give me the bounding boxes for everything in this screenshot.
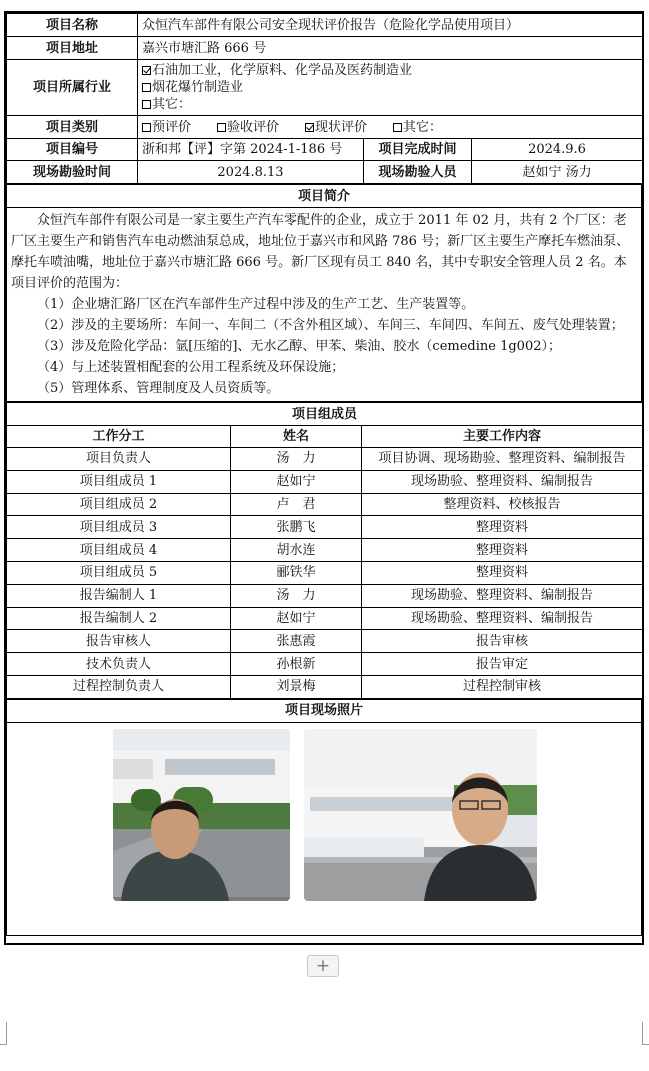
team-member-name: 胡水连 [231, 539, 362, 562]
team-row [7, 470, 643, 493]
team-work-content: 现场勘验、整理资料、编制报告 [362, 584, 643, 607]
team-row [7, 448, 643, 471]
category-option[interactable]: 其它： [393, 120, 442, 135]
checkbox-icon [142, 83, 151, 92]
completion-time-value: 2024.9.6 [472, 139, 643, 161]
team-role: 项目组成员 2 [7, 493, 231, 516]
team-row [7, 675, 643, 698]
intro-content [7, 208, 642, 402]
team-row [7, 516, 643, 539]
survey-time-label: 现场勘验时间 [7, 161, 138, 184]
scope-item: （2）涉及的主要场所：车间一、车间二（不含外租区域）、车间三、车间四、车间五、废气处理装置； [37, 318, 624, 333]
project-address-value: 嘉兴市塘汇路 666 号 [138, 37, 643, 60]
project-address-label: 项目地址 [7, 37, 138, 60]
team-work-content: 项目协调、现场勘验、整理资料、编制报告 [362, 448, 643, 471]
team-role: 报告审核人 [7, 630, 231, 653]
team-role: 项目组成员 5 [7, 561, 231, 584]
team-member-name: 张惠霞 [231, 630, 362, 653]
team-member-name: 赵如宁 [231, 607, 362, 630]
site-photo-2-image [304, 729, 537, 901]
project-number-value: 浙和邦【评】字第 2024-1-186 号 [138, 139, 364, 161]
checkbox-icon [142, 100, 151, 109]
team-row [7, 653, 643, 676]
industry-label: 项目所属行业 [7, 60, 138, 116]
team-member-name: 刘景梅 [231, 675, 362, 698]
team-row [7, 584, 643, 607]
team-role: 项目组成员 4 [7, 539, 231, 562]
team-table [6, 402, 643, 699]
team-work-content: 整理资料 [362, 516, 643, 539]
team-member-name: 孙根新 [231, 653, 362, 676]
team-work-content: 报告审定 [362, 653, 643, 676]
team-member-name: 卢 君 [231, 493, 362, 516]
team-member-name: 赵如宁 [231, 470, 362, 493]
team-header-role: 工作分工 [7, 426, 231, 448]
report-page [4, 11, 644, 945]
checkbox-icon [142, 123, 151, 132]
project-name-label: 项目名称 [7, 14, 138, 37]
photos-table [6, 699, 642, 936]
photos-area [7, 722, 642, 935]
team-row [7, 607, 643, 630]
survey-staff-label: 现场勘验人员 [364, 161, 472, 184]
project-name-value: 众恒汽车部件有限公司安全现状评价报告（危险化学品使用项目） [138, 14, 643, 37]
team-role: 技术负责人 [7, 653, 231, 676]
team-row [7, 630, 643, 653]
intro-table [6, 184, 642, 402]
team-member-name: 张鹏飞 [231, 516, 362, 539]
team-member-name: 汤 力 [231, 584, 362, 607]
industry-option[interactable]: 其它： [142, 96, 638, 113]
site-photo-2 [304, 729, 537, 901]
industry-option[interactable]: 石油加工业，化学原料、化学品及医药制造业 [142, 62, 638, 79]
checkbox-checked-icon [142, 66, 151, 75]
team-member-name: 郦铁华 [231, 561, 362, 584]
team-role: 项目组成员 3 [7, 516, 231, 539]
category-option[interactable]: 现状评价 [305, 120, 367, 135]
team-work-content: 整理资料 [362, 561, 643, 584]
checkbox-icon [217, 123, 226, 132]
team-work-content: 过程控制审核 [362, 675, 643, 698]
survey-time-value: 2024.8.13 [138, 161, 364, 184]
category-option[interactable]: 预评价 [142, 120, 191, 135]
site-photo-1-image [113, 729, 290, 901]
project-number-label: 项目编号 [7, 139, 138, 161]
category-label: 项目类别 [7, 116, 138, 139]
checkbox-checked-icon [305, 123, 314, 132]
scope-item: （5）管理体系、管理制度及人员资质等。 [37, 381, 280, 396]
team-work-content: 整理资料、校核报告 [362, 493, 643, 516]
category-options [138, 116, 643, 139]
team-row [7, 561, 643, 584]
team-work-content: 整理资料 [362, 539, 643, 562]
team-work-content: 现场勘验、整理资料、编制报告 [362, 470, 643, 493]
checkbox-icon [393, 123, 402, 132]
photos-title: 项目现场照片 [7, 699, 642, 722]
team-header-work: 主要工作内容 [362, 426, 643, 448]
team-role: 报告编制人 2 [7, 607, 231, 630]
team-member-name: 汤 力 [231, 448, 362, 471]
team-role: 过程控制负责人 [7, 675, 231, 698]
team-row [7, 539, 643, 562]
team-title: 项目组成员 [7, 403, 643, 426]
add-button[interactable]: + [307, 955, 339, 977]
team-role: 报告编制人 1 [7, 584, 231, 607]
team-work-content: 现场勘验、整理资料、编制报告 [362, 607, 643, 630]
scope-item: （1）企业塘汇路厂区在汽车部件生产过程中涉及的生产工艺、生产装置等。 [37, 297, 475, 312]
industry-options [138, 60, 643, 116]
team-work-content: 报告审核 [362, 630, 643, 653]
scope-item: （3）涉及危险化学品：氩[压缩的]、无水乙醇、甲苯、柴油、胶水（cemedine 1g002）； [37, 339, 561, 354]
site-photo-1 [113, 729, 290, 901]
team-role: 项目组成员 1 [7, 470, 231, 493]
survey-staff-value: 赵如宁 汤力 [472, 161, 643, 184]
intro-paragraph: 众恒汽车部件有限公司是一家主要生产汽车零配件的企业，成立于 2011 年 02 月，共有 2 个厂区：老厂区主要生产和销售汽车电动燃油泵总成，地址位于嘉兴市和风路 786 号；新厂区主要生产摩托车燃油泵、摩托车喷油嘴，地址位于嘉兴市塘汇路 666 号。新厂区现有员工 840 名，其中专职安全管理人员 2 名。本项目评价的范围为： [11, 213, 630, 291]
industry-option[interactable]: 烟花爆竹制造业 [142, 79, 638, 96]
scope-item: （4）与上述装置相配套的公用工程系统及环保设施； [37, 360, 345, 375]
team-rows [7, 448, 643, 699]
page-corner-mark [0, 1022, 7, 1045]
team-header-name: 姓名 [231, 426, 362, 448]
team-role: 项目负责人 [7, 448, 231, 471]
intro-title: 项目简介 [7, 185, 642, 208]
project-info-table [6, 13, 643, 184]
team-row [7, 493, 643, 516]
category-option[interactable]: 验收评价 [217, 120, 279, 135]
page-corner-mark [642, 1022, 649, 1045]
completion-time-label: 项目完成时间 [364, 139, 472, 161]
